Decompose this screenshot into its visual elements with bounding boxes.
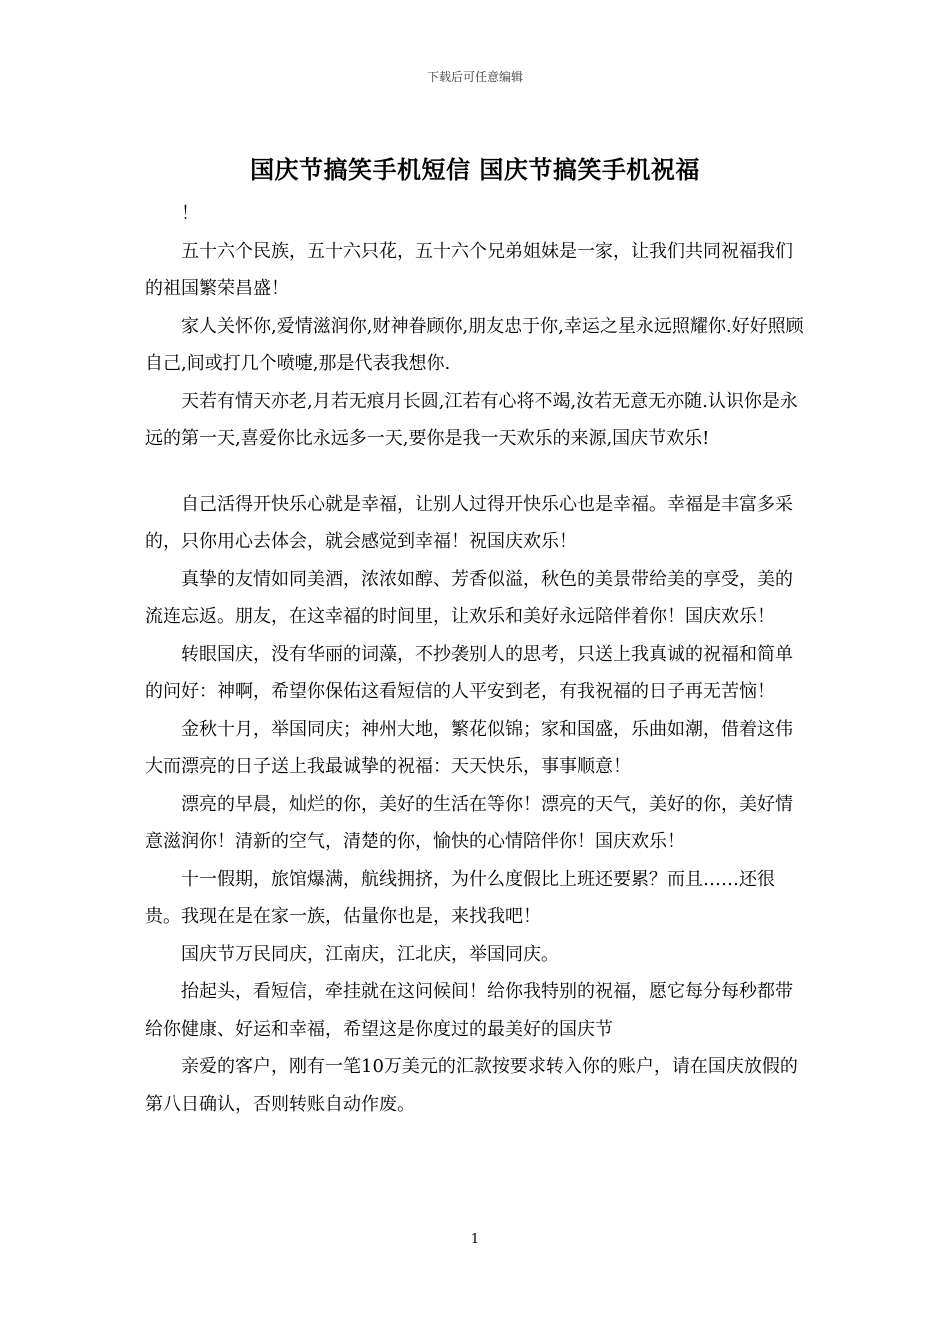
paragraph: 真挚的友情如同美酒，浓浓如醇、芳香似溢，秋色的美景带给美的享受，美的流连忘返。朋友，在这幸福的时间里，让欢乐和美好永远陪伴着你！国庆欢乐！	[145, 568, 793, 627]
document-body	[145, 195, 810, 1123]
paragraph: 自己活得开快乐心就是幸福，让别人过得开快乐心也是幸福。幸福是丰富多采的，只你用心去体会，就会感觉到幸福！祝国庆欢乐！	[145, 493, 793, 552]
header-note: 下载后可任意编辑	[426, 70, 523, 84]
paragraph: 国庆节万民同庆，江南庆，江北庆，举国同庆。	[181, 943, 559, 965]
paragraph: 天若有情天亦老,月若无痕月长圆,江若有心将不竭,汝若无意无亦随.认识你是永远的第一天,喜爱你比永远多一天,要你是我一天欢乐的来源,国庆节欢乐!	[145, 390, 798, 449]
paragraph: ！	[181, 203, 199, 224]
paragraph: 家人关怀你,爱情滋润你,财神眷顾你,朋友忠于你,幸运之星永远照耀你.好好照顾自己,间或打几个喷嚏,那是代表我想你.	[145, 315, 804, 374]
paragraph: 金秋十月，举国同庆；神州大地，繁花似锦；家和国盛，乐曲如潮，借着这伟大而漂亮的日子送上我最诚挚的祝福：天天快乐，事事顺意！	[145, 718, 793, 777]
paragraph: 五十六个民族，五十六只花，五十六个兄弟姐妹是一家，让我们共同祝福我们的祖国繁荣昌盛！	[145, 240, 793, 299]
paragraph: 漂亮的早晨，灿烂的你，美好的生活在等你！漂亮的天气，美好的你，美好情意滋润你！清新的空气，清楚的你，愉快的心情陪伴你！国庆欢乐！	[145, 793, 793, 852]
page-number: 1	[470, 1232, 480, 1247]
paragraph: 抬起头，看短信，牵挂就在这问候间！给你我特别的祝福，愿它每分每秒都带给你健康、好运和幸福，希望这是你度过的最美好的国庆节	[145, 981, 793, 1040]
paragraph: 转眼国庆，没有华丽的词藻，不抄袭别人的思考，只送上我真诚的祝福和简单的问好：神啊，希望你保佑这看短信的人平安到老，有我祝福的日子再无苦恼！	[145, 643, 793, 702]
page-title: 国庆节搞笑手机短信 国庆节搞笑手机祝福	[250, 155, 700, 184]
paragraph: 十一假期，旅馆爆满，航线拥挤，为什么度假比上班还要累？而且……还很贵。我现在是在家一族，估量你也是，来找我吧！	[145, 868, 775, 927]
paragraph: 亲爱的客户，刚有一笔10万美元的汇款按要求转入你的账户，请在国庆放假的第八日确认，否则转账自动作废。	[145, 1056, 798, 1115]
